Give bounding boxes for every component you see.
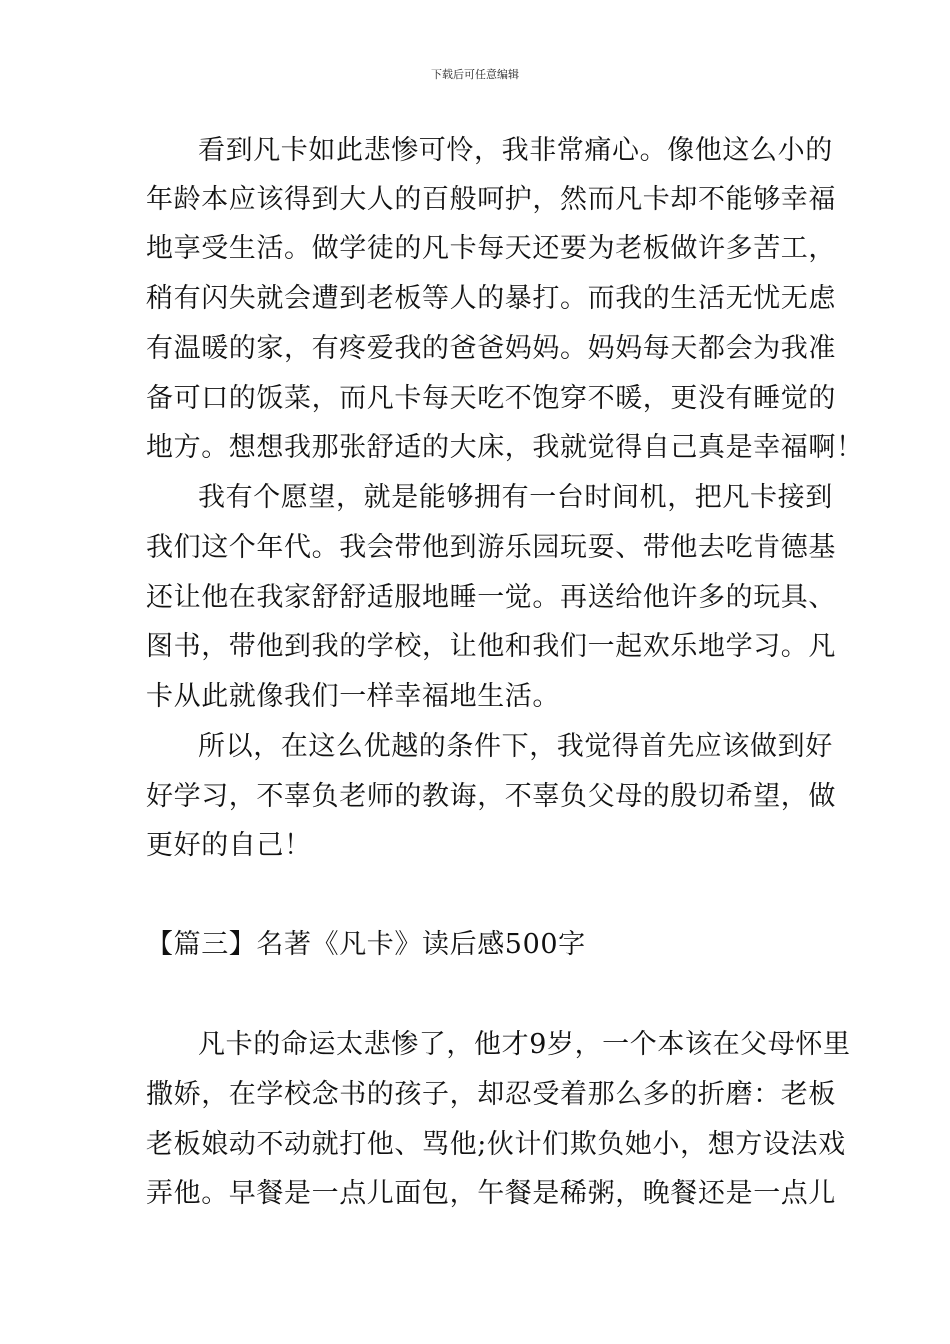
text-line: 看到凡卡如此悲惨可怜，我非常痛心。像他这么小的 — [198, 135, 833, 166]
text-line: 凡卡的命运太悲惨了，他才9岁，一个本该在父母怀里 — [198, 1029, 851, 1060]
text-line: 地享受生活。做学徒的凡卡每天还要为老板做许多苦工， — [146, 233, 836, 264]
header-note: 下载后可任意编辑 — [431, 68, 519, 81]
text-line: 还让他在我家舒舒适服地睡一觉。再送给他许多的玩具、 — [146, 582, 836, 613]
text-line: 撒娇，在学校念书的孩子，却忍受着那么多的折磨：老板 — [146, 1079, 836, 1110]
text-line: 地方。想想我那张舒适的大床，我就觉得自己真是幸福啊！ — [146, 432, 864, 463]
text-line: 稍有闪失就会遭到老板等人的暴打。而我的生活无忧无虑 — [146, 283, 836, 314]
text-line: 备可口的饭菜，而凡卡每天吃不饱穿不暖，更没有睡觉的 — [146, 383, 836, 414]
text-line: 图书，带他到我的学校，让他和我们一起欢乐地学习。凡 — [146, 631, 836, 662]
text-line: 有温暖的家，有疼爱我的爸爸妈妈。妈妈每天都会为我准 — [146, 333, 836, 364]
text-line: 老板娘动不动就打他、骂他;伙计们欺负她小，想方设法戏 — [146, 1129, 846, 1160]
text-line: 弄他。早餐是一点儿面包，午餐是稀粥，晚餐还是一点儿 — [146, 1178, 836, 1209]
text-line: 我有个愿望，就是能够拥有一台时间机，把凡卡接到 — [198, 482, 833, 513]
section-heading: 【篇三】名著《凡卡》读后感500字 — [146, 929, 586, 960]
text-line: 年龄本应该得到大人的百般呵护，然而凡卡却不能够幸福 — [146, 184, 836, 215]
text-line: 所以，在这么优越的条件下，我觉得首先应该做到好 — [198, 731, 833, 762]
text-line: 好学习，不辜负老师的教诲，不辜负父母的殷切希望，做 — [146, 781, 836, 812]
text-line: 更好的自己！ — [146, 830, 312, 861]
text-line: 卡从此就像我们一样幸福地生活。 — [146, 681, 560, 712]
text-line: 我们这个年代。我会带他到游乐园玩耍、带他去吃肯德基 — [146, 532, 836, 563]
